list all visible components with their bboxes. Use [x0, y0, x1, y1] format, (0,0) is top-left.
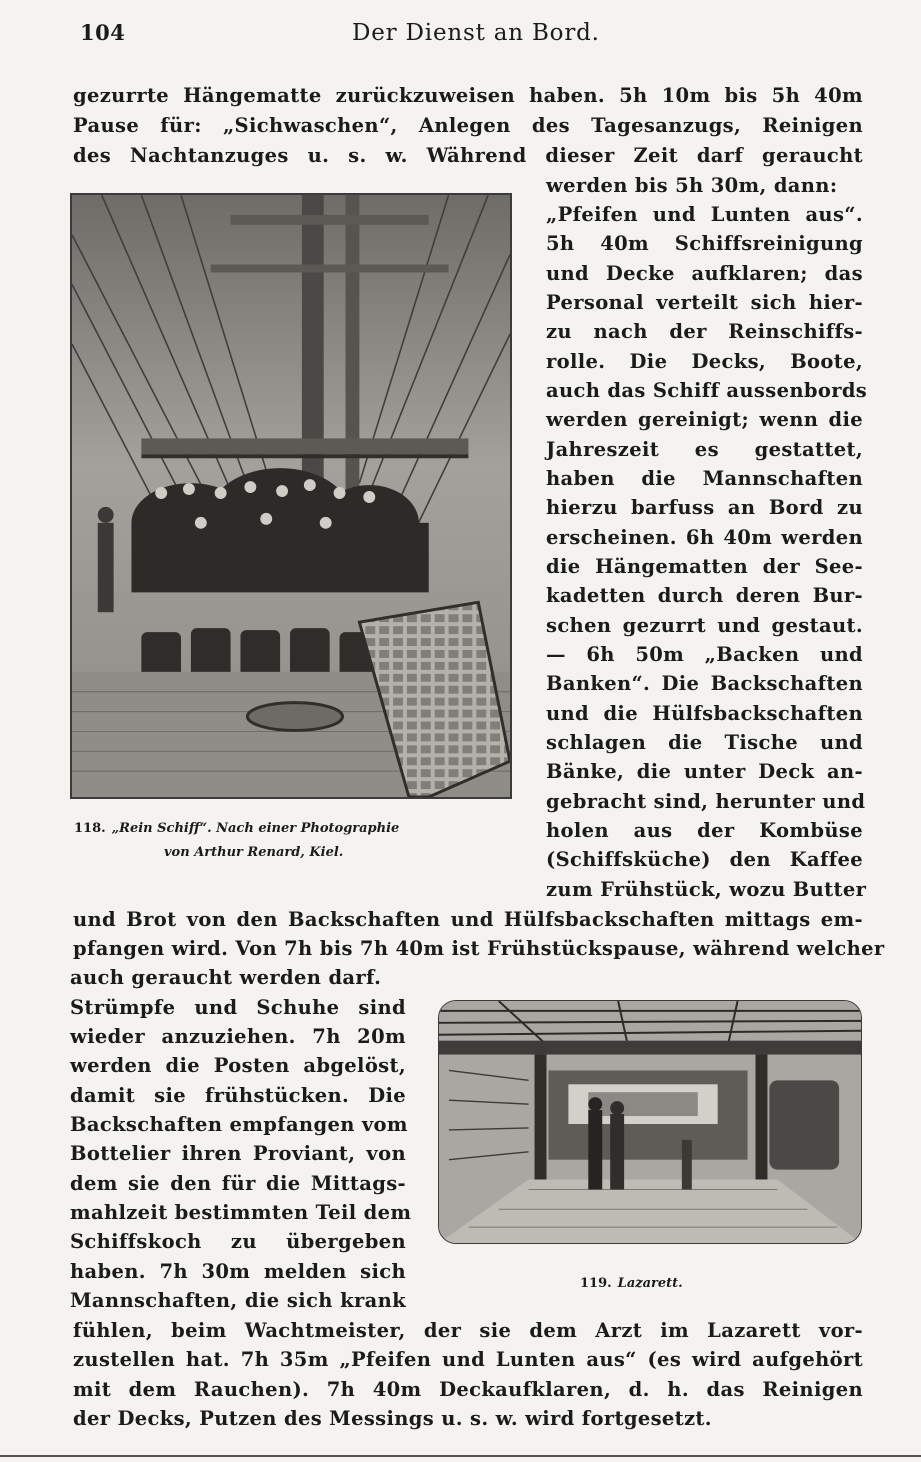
text-line: zu nach der Reinschiffs-: [546, 320, 863, 343]
text-line: Mannschaften, die sich krank: [70, 1289, 406, 1312]
text-line: Pause für: „Sichwaschen“, Anlegen des Tagesanzugs, Reinigen: [73, 114, 863, 137]
text-line: wieder anzuziehen. 7h 20m: [70, 1025, 406, 1048]
text-line: erscheinen. 6h 40m werden: [546, 526, 863, 549]
text-line: zustellen hat. 7h 35m „Pfeifen und Lunten aus“ (es wird aufgehört: [73, 1348, 863, 1371]
text-line: (Schiffsküche) den Kaffee: [546, 848, 863, 871]
text-line: holen aus der Kombüse: [546, 819, 863, 842]
figure-118-caption-line1: [74, 822, 399, 835]
figure-119-number: 119.: [580, 1276, 612, 1291]
page-number: 104: [80, 20, 126, 45]
figure-118-number: 118.: [74, 821, 106, 836]
text-line: Personal verteilt sich hier-: [546, 291, 863, 314]
text-line: der Decks, Putzen des Messings u. s. w. wird fortgesetzt.: [73, 1407, 712, 1430]
text-line: hierzu barfuss an Bord zu: [546, 496, 863, 519]
text-line: und Decke aufklaren; das: [546, 262, 863, 285]
text-line: des Nachtanzuges u. s. w. Während dieser Zeit darf geraucht: [73, 144, 863, 167]
text-line: — 6h 50m „Backen und: [546, 643, 863, 666]
text-line: 5h 40m Schiffsreinigung: [546, 232, 863, 255]
figure-119-caption: [580, 1277, 683, 1290]
text-line: kadetten durch deren Bur-: [546, 584, 863, 607]
text-line: Jahreszeit es gestattet,: [546, 438, 863, 461]
text-line: dem sie den für die Mittags-: [70, 1172, 406, 1195]
text-line: gezurrte Hängematte zurückzuweisen haben. 5h 10m bis 5h 40m: [73, 84, 863, 107]
text-line: auch geraucht werden darf.: [70, 966, 382, 989]
text-line: rolle. Die Decks, Boote,: [546, 350, 863, 373]
text-line: fühlen, beim Wachtmeister, der sie dem Arzt im Lazarett vor-: [73, 1319, 863, 1342]
figure-118-caption-text: „Rein Schiff“. Nach einer Photographie: [111, 821, 400, 836]
text-line: haben die Mannschaften: [546, 467, 863, 490]
text-line: pfangen wird. Von 7h bis 7h 40m ist Frühstückspause, während welcher: [73, 937, 885, 960]
text-line: schen gezurrt und gestaut.: [546, 614, 863, 637]
text-line: gebracht sind, herunter und: [546, 790, 866, 813]
text-line: werden die Posten abgelöst,: [70, 1054, 406, 1077]
text-line: schlagen die Tische und: [546, 731, 863, 754]
text-line: auch das Schiff aussenbords: [546, 379, 868, 402]
text-line: haben. 7h 30m melden sich: [70, 1260, 406, 1283]
text-line: Backschaften empfangen vom: [70, 1113, 408, 1136]
text-line: damit sie frühstücken. Die: [70, 1084, 406, 1107]
figure-119-caption-text: Lazarett.: [617, 1276, 683, 1291]
text-line: mit dem Rauchen). 7h 40m Deckaufklaren, d. h. das Reinigen: [73, 1378, 863, 1401]
figure-119-lazarett-engraving: [438, 1000, 862, 1244]
text-line: und Brot von den Backschaften und Hülfsbackschaften mittags em-: [73, 908, 863, 931]
page-bottom-rule: [0, 1455, 921, 1457]
text-line: mahlzeit bestimmten Teil dem: [70, 1201, 412, 1224]
text-line: zum Frühstück, wozu Butter: [546, 878, 867, 901]
text-line: „Pfeifen und Lunten aus“.: [546, 203, 863, 226]
text-line: Bänke, die unter Deck an-: [546, 760, 863, 783]
text-line: die Hängematten der See-: [546, 555, 863, 578]
text-line: Banken“. Die Backschaften: [546, 672, 863, 695]
figure-118-caption-line2: von Arthur Renard, Kiel.: [164, 845, 344, 860]
text-line: werden bis 5h 30m, dann:: [546, 174, 838, 197]
text-line: Bottelier ihren Proviant, von: [70, 1142, 406, 1165]
text-line: Strümpfe und Schuhe sind: [70, 996, 406, 1019]
figure-118-deck-photo: [70, 193, 512, 799]
text-line: Schiffskoch zu übergeben: [70, 1230, 406, 1253]
text-line: und die Hülfsbackschaften: [546, 702, 863, 725]
running-title: Der Dienst an Bord.: [352, 20, 600, 46]
text-line: werden gereinigt; wenn die: [546, 408, 863, 431]
